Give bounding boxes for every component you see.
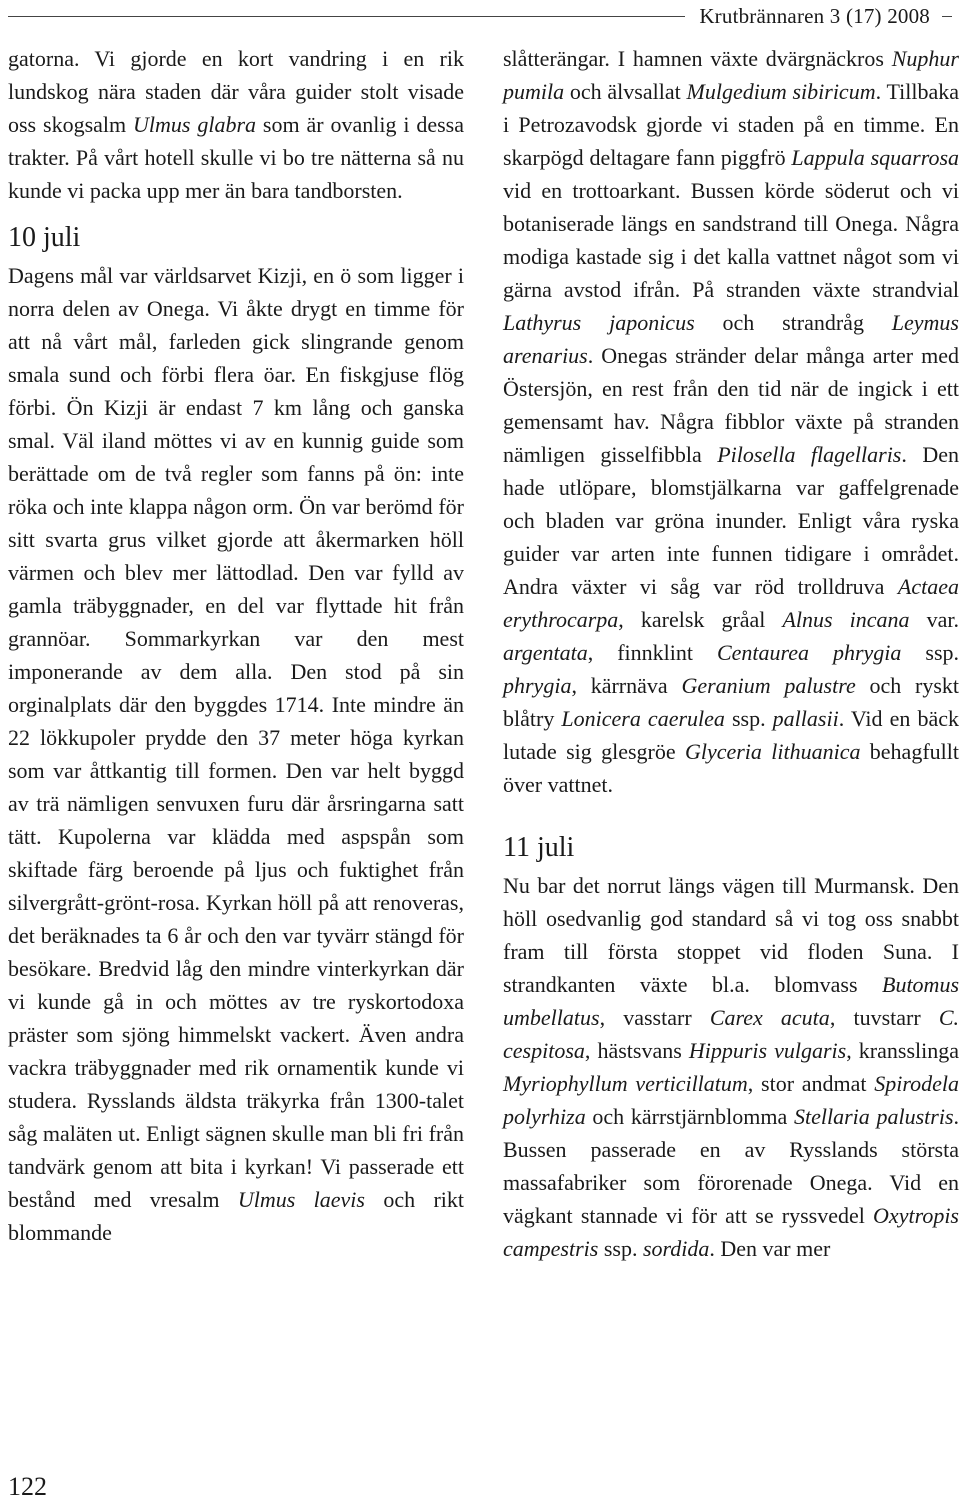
species-name: Carex acuta (709, 1005, 830, 1030)
body-text: som är ovanlig i dessa trakter. På vårt hotell skulle vi bo tre nätterna så nu kunde vi packa upp mer än bara tandborsten. (8, 112, 464, 203)
body-text: . Den var mer (709, 1236, 831, 1261)
species-name: Ulmus laevis (237, 1187, 365, 1212)
species-name: Ulmus glabra (133, 112, 257, 137)
paragraph (8, 259, 464, 1249)
species-name: Glyceria lithuanica (684, 739, 861, 764)
body-text: slåtterängar. I hamnen växte dvärgnäckros (503, 46, 892, 71)
body-text: och strandråg (694, 310, 892, 335)
species-name: C. cespitosa (503, 1005, 960, 1063)
body-text: . Vid en bäck lutade sig glesgröe (503, 706, 959, 764)
species-name: Spirodela polyrhiza (503, 1071, 959, 1129)
spacer (503, 801, 959, 817)
section-heading-11-juli: 11 juli (503, 832, 575, 863)
body-text: , vasstarr (599, 1005, 710, 1030)
species-name: Lonicera caerulea (561, 706, 725, 731)
body-text: vid en trottoarkant. Bussen körde söderut och vi botaniserade längs en sandstrand till Onega. Några modiga kastade sig i det kalla vattnet något som vi gärna avstod ifrån. På stranden växte strandvial (503, 178, 959, 302)
left-column (8, 42, 464, 1249)
species-name: Hippuris vulgaris (688, 1038, 847, 1063)
body-text: och kärrstjärnblomma (585, 1104, 794, 1129)
body-text: Dagens mål var världsarvet Kizji, en ö som ligger i norra delen av Onega. Vi åkte drygt en timme för att nå vårt mål, farleden gick slingrande genom smala sund och förbi flera öar. En fiskgjuse flög förbi. Ön Kizji är endast 7 km lång och ganska smal. Väl iland möttes vi av en kunnig guide som berättade om de två regler som fanns på ön: inte röka och inte klappa någon orm. Ön var berömd för sitt svarta grus vilket gjorde att åkermarken höll värmen och blev mer lättodlad. Den var fylld av gamla träbyggnader, en del var flyttade hit från grannöar. Sommarkyrkan var den mest imponerande av dem alla. Den stod på sin orginalplats där den byggdes 1714. Inte mindre än 22 lökkupoler prydde den 37 meter höga kyrkan som var åttkantig till formen. Den var helt byggd av trä nämligen senvuxen furu där årsringarna satt tätt. Kupolerna var klädda med aspspån som skiftade färg beroende på ljus och fuktighet från silvergrått-grönt-rosa. Kyrkan höll på att renoveras, det beräknades ta 6 år och den var tyvärr stängd för besökare. Bredvid låg den mindre vinterkyrkan där vi kunde gå in och möttes av tre ryskortodoxa präster som sjöng himmelskt vackert. Även andra vackra träbyggnader med rik ornamentik kunde vi studera. Rysslands äldsta träkyrka från 1300-talet såg maläten ut. Enligt sägnen skulle man bli fri från tandvärk genom att bita i kyrkan! Vi passerade ett bestånd med vresalm (8, 263, 464, 1212)
species-name: Oxytropis campestris (503, 1203, 959, 1261)
species-name: Stellaria palustris (794, 1104, 954, 1129)
body-text: Nu bar det norrut längs vägen till Murmansk. Den höll osedvanlig god standard så vi tog oss snabbt fram till första stoppet vid floden Suna. I strandkanten växte bl.a. blomvass (503, 873, 959, 997)
body-text: . Den hade utlöpare, blomstjälkarna var gaffelgrenade och bladen var gröna inunder. Enligt våra ryska guider var arten inte funnen tidigare i området. Andra växter vi såg var röd trolldruva (503, 442, 959, 599)
body-text: ssp. (901, 640, 960, 665)
body-text: var. (909, 607, 959, 632)
body-text: , tuvstarr (829, 1005, 939, 1030)
body-text: ssp. (598, 1236, 643, 1261)
body-text: , kärrnäva (571, 673, 682, 698)
section-heading-10-juli: 10 juli (8, 222, 81, 253)
body-text: gatorna. Vi gjorde en kort vandring i en rik lundskog nära staden där våra guider stolt visade oss skogsalm (8, 46, 464, 137)
species-name: argentata (503, 640, 588, 665)
body-text: ssp. (724, 706, 773, 731)
body-text: och ryskt blåtry (503, 673, 960, 731)
body-text: , hästsvans (584, 1038, 689, 1063)
right-column (503, 42, 959, 1265)
species-name: phrygia (503, 673, 572, 698)
paragraph (503, 42, 959, 801)
body-text: . Bussen passerade en av Rysslands största massafabriker som förorenade Onega. Vid en vägkant stannade vi för att se ryssvedel (503, 1104, 959, 1228)
header-rule (8, 16, 685, 17)
species-name: Pilosella flagellaris (717, 442, 902, 467)
species-name: Lathyrus japonicus (503, 310, 695, 335)
species-name: pallasii (772, 706, 839, 731)
body-text: . Tillbaka i Petrozavodsk gjorde vi staden på en timme. En skarpögd deltagare fann piggfrö (503, 79, 959, 170)
body-text: , karelsk gråal (618, 607, 783, 632)
species-name: sordida (642, 1236, 710, 1261)
journal-title: Krutbrännaren 3 (17) 2008 (699, 3, 930, 28)
paragraph (8, 42, 464, 207)
body-text: , stor andmat (747, 1071, 875, 1096)
species-name: Lappula squarrosa (791, 145, 960, 170)
species-name: Geranium palustre (681, 673, 856, 698)
species-name: Actaea erythrocarpa (503, 574, 959, 632)
header-rule-end (942, 16, 952, 17)
page-header (8, 2, 952, 30)
species-name: Myriophyllum verticillatum (503, 1071, 748, 1096)
species-name: Centaurea phrygia (716, 640, 902, 665)
species-name: Leymus arenarius (503, 310, 959, 368)
body-text: , kransslinga (846, 1038, 959, 1063)
species-name: Nuphur pumila (503, 46, 959, 104)
body-text: och rikt blommande (8, 1187, 464, 1245)
body-text: , finnklint (587, 640, 717, 665)
body-text: . Onegas stränder delar många arter med Östersjön, en rest från den tid när de ingick i ett gemensamt hav. Några fibblor växte på stranden nämligen gisselfibbla (503, 343, 959, 467)
species-name: Butomus umbellatus (503, 972, 959, 1030)
page-number: 122 (8, 1472, 47, 1501)
body-text: behagfullt över vattnet. (503, 739, 959, 797)
species-name: Alnus incana (782, 607, 910, 632)
body-text: och älvsallat (564, 79, 687, 104)
paragraph (503, 869, 959, 1265)
species-name: Mulgedium sibiricum (686, 79, 876, 104)
